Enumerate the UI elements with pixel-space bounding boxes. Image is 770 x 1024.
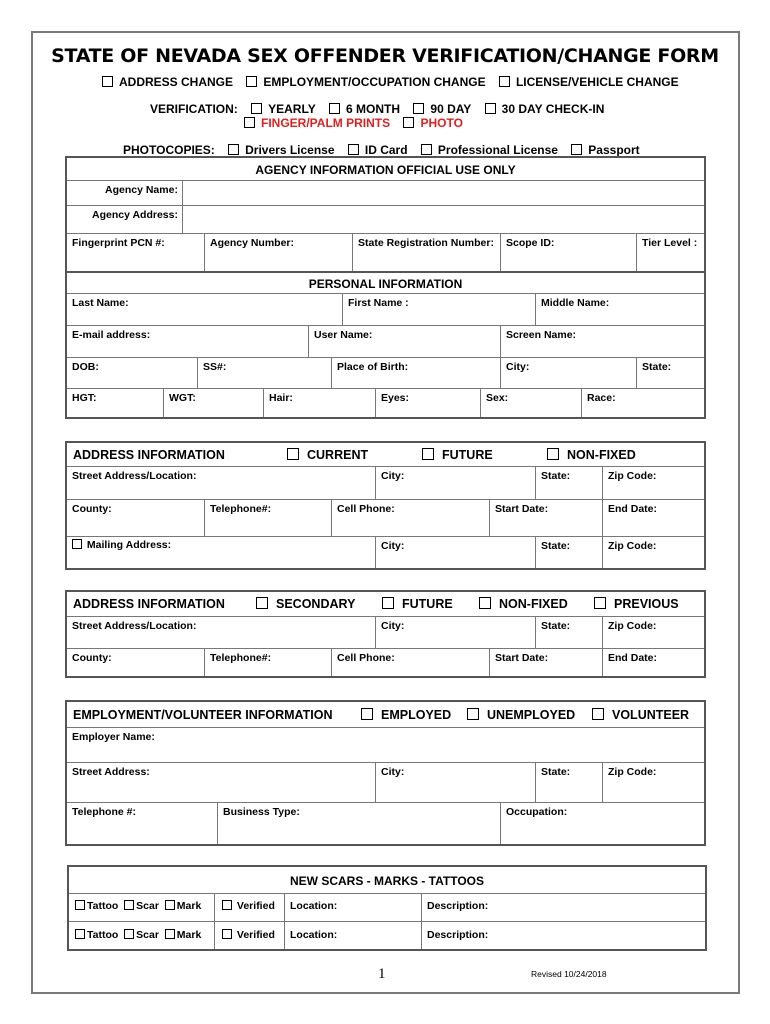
tattoo-label-2: Tattoo [87, 929, 119, 941]
verified-label-1: Verified [236, 900, 275, 912]
employer-state-label: State: [541, 766, 571, 778]
address1-street-row [67, 466, 704, 499]
yearly-label: YEARLY [268, 102, 316, 116]
first-name-field[interactable] [342, 294, 535, 325]
agency-number-label: Agency Number: [210, 237, 295, 249]
scope-id-label: Scope ID: [506, 237, 555, 249]
employer-street-label: Street Address: [72, 766, 150, 778]
description-label-1: Description: [427, 900, 489, 912]
tattoo-checkbox-1[interactable] [75, 900, 85, 910]
mailing-zip-label: Zip Code: [608, 540, 657, 552]
volunteer-checkbox[interactable] [592, 708, 604, 720]
revised-date: Revised 10/24/2018 [531, 969, 607, 979]
secondary-option[interactable] [256, 597, 355, 611]
description-field-1[interactable] [421, 894, 705, 921]
scars-row-1 [69, 893, 705, 921]
address2-zip-label: Zip Code: [608, 620, 657, 632]
dob-row [67, 357, 704, 388]
mailing-city-field[interactable] [375, 537, 535, 568]
place-of-birth-label: Place of Birth: [337, 361, 409, 373]
address1-cell-label: Cell Phone: [337, 503, 395, 515]
address-current-section [65, 441, 706, 570]
address1-zip-field[interactable] [602, 467, 704, 499]
location-field-1[interactable] [284, 894, 421, 921]
hair-field[interactable] [263, 389, 375, 417]
agency-address-label: Agency Address: [92, 209, 178, 221]
photocopies-row [123, 143, 640, 157]
six-month-checkbox[interactable] [329, 103, 340, 114]
address2-county-label: County: [72, 652, 112, 664]
employed-option[interactable] [361, 708, 451, 722]
name-row [67, 293, 704, 325]
non-fixed-checkbox[interactable] [547, 448, 559, 460]
race-label: Race: [587, 392, 616, 404]
email-label: E-mail address: [72, 329, 151, 341]
passport-checkbox[interactable] [571, 144, 582, 155]
employer-zip-label: Zip Code: [608, 766, 657, 778]
address2-zip-field[interactable] [602, 617, 704, 648]
address1-city-label: City: [381, 470, 405, 482]
future-label: FUTURE [442, 448, 493, 462]
personal-header: PERSONAL INFORMATION [308, 277, 463, 291]
agency-ids-row [67, 233, 704, 271]
employer-name-label: Employer Name: [72, 731, 155, 743]
address1-state-field[interactable] [535, 467, 602, 499]
scar-type-cell-1 [69, 894, 214, 921]
address2-end-label: End Date: [608, 652, 658, 664]
first-name-label: First Name : [348, 297, 409, 309]
birth-state-field[interactable] [636, 358, 704, 388]
non-fixed-label: NON-FIXED [567, 448, 636, 462]
address2-city-field[interactable] [375, 617, 535, 648]
fingerprint-pcn-field[interactable] [67, 234, 204, 271]
employment-header: EMPLOYMENT/VOLUNTEER INFORMATION [73, 708, 333, 722]
verified-cell-2 [214, 922, 284, 949]
address2-county-field[interactable] [67, 649, 204, 676]
drivers-license-label: Drivers License [245, 143, 335, 157]
mark-label-2: Mark [176, 929, 202, 941]
secondary-checkbox[interactable] [256, 597, 268, 609]
employer-name-field[interactable] [67, 728, 704, 762]
sex-field[interactable] [480, 389, 581, 417]
ninety-day-checkbox[interactable] [413, 103, 424, 114]
previous-option[interactable] [594, 597, 679, 611]
address2-county-row [67, 648, 704, 676]
future2-checkbox[interactable] [382, 597, 394, 609]
unemployed-option[interactable] [467, 708, 575, 722]
agency-header: AGENCY INFORMATION OFFICIAL USE ONLY [255, 163, 516, 177]
scars-header: NEW SCARS - MARKS - TATTOOS [290, 874, 484, 888]
address1-state-label: State: [541, 470, 571, 482]
thirty-day-checkbox[interactable] [485, 103, 496, 114]
address2-street-label: Street Address/Location: [72, 620, 197, 632]
hgt-label: HGT: [72, 392, 97, 404]
birth-state-label: State: [642, 361, 672, 373]
six-month-label: 6 MONTH [346, 102, 401, 116]
race-field[interactable] [581, 389, 704, 417]
mailing-state-field[interactable] [535, 537, 602, 568]
current-option[interactable] [287, 448, 368, 462]
address1-mailing-row [67, 536, 704, 568]
agency-name-field[interactable] [182, 181, 704, 205]
agency-address-row [67, 205, 704, 233]
address2-telephone-label: Telephone#: [210, 652, 272, 664]
fingerprint-pcn-label: Fingerprint PCN #: [72, 237, 165, 249]
address1-zip-label: Zip Code: [608, 470, 657, 482]
birth-city-field[interactable] [500, 358, 636, 388]
non-fixed2-option[interactable] [479, 597, 568, 611]
address-secondary-section [65, 590, 706, 678]
mark-checkbox-2[interactable] [165, 929, 175, 939]
employment-change-checkbox[interactable] [246, 76, 257, 87]
address1-telephone-label: Telephone#: [210, 503, 272, 515]
location-field-2[interactable] [284, 922, 421, 949]
description-field-2[interactable] [421, 922, 705, 949]
non-fixed2-label: NON-FIXED [499, 597, 568, 611]
email-row [67, 325, 704, 357]
address1-cell-field[interactable] [331, 500, 489, 536]
unemployed-checkbox[interactable] [467, 708, 479, 720]
professional-license-checkbox[interactable] [421, 144, 432, 155]
verification-row [150, 102, 604, 116]
business-type-field[interactable] [217, 803, 500, 844]
address2-state-field[interactable] [535, 617, 602, 648]
id-card-label: ID Card [364, 143, 408, 157]
previous-checkbox[interactable] [594, 597, 606, 609]
employer-details-row [67, 802, 704, 844]
verified-cell-1 [214, 894, 284, 921]
address-change-label: ADDRESS CHANGE [119, 75, 234, 89]
employer-zip-field[interactable] [602, 763, 704, 802]
photo-label: PHOTO [420, 116, 463, 130]
tier-level-label: Tier Level : [642, 237, 698, 249]
description-label-2: Description: [427, 929, 489, 941]
page-number: 1 [378, 966, 386, 982]
address1-street-field[interactable] [67, 467, 375, 499]
eyes-label: Eyes: [381, 392, 410, 404]
photocopies-label: PHOTOCOPIES: [123, 143, 215, 157]
user-name-field[interactable] [308, 326, 500, 357]
physical-row [67, 388, 704, 417]
mark-checkbox-1[interactable] [165, 900, 175, 910]
verified-checkbox-2[interactable] [222, 929, 232, 939]
mailing-zip-field[interactable] [602, 537, 704, 568]
last-name-label: Last Name: [72, 297, 129, 309]
agency-address-field[interactable] [182, 206, 704, 233]
mailing-state-label: State: [541, 540, 571, 552]
ss-label: SS#: [203, 361, 227, 373]
birth-city-label: City: [506, 361, 530, 373]
state-registration-label: State Registration Number: [358, 237, 494, 249]
mailing-address-checkbox[interactable] [72, 539, 82, 549]
future-checkbox[interactable] [422, 448, 434, 460]
id-card-checkbox[interactable] [348, 144, 359, 155]
address2-state-label: State: [541, 620, 571, 632]
change-options [102, 75, 679, 89]
agency-number-field[interactable] [204, 234, 352, 271]
address2-telephone-field[interactable] [204, 649, 331, 676]
non-fixed-option[interactable] [547, 448, 636, 462]
last-name-field[interactable] [67, 294, 342, 325]
scar-label-2: Scar [136, 929, 159, 941]
mailing-address-field[interactable] [67, 537, 375, 568]
future2-label: FUTURE [402, 597, 453, 611]
employer-state-field[interactable] [535, 763, 602, 802]
employment-section [65, 700, 706, 846]
address2-cell-field[interactable] [331, 649, 489, 676]
address1-header: ADDRESS INFORMATION [73, 448, 225, 462]
address1-county-field[interactable] [67, 500, 204, 536]
secondary-label: SECONDARY [276, 597, 356, 611]
place-of-birth-field[interactable] [331, 358, 500, 388]
verification-extra-row [244, 116, 463, 130]
verified-label-2: Verified [236, 929, 275, 941]
address-change-checkbox[interactable] [102, 76, 113, 87]
address1-county-label: County: [72, 503, 112, 515]
address2-street-field[interactable] [67, 617, 375, 648]
address1-end-field[interactable] [602, 500, 704, 536]
employer-city-field[interactable] [375, 763, 535, 802]
business-type-label: Business Type: [223, 806, 300, 818]
middle-name-label: Middle Name: [541, 297, 610, 309]
non-fixed2-checkbox[interactable] [479, 597, 491, 609]
previous-label: PREVIOUS [614, 597, 679, 611]
occupation-label: Occupation: [506, 806, 568, 818]
address1-street-label: Street Address/Location: [72, 470, 197, 482]
address1-county-row [67, 499, 704, 536]
state-registration-field[interactable] [352, 234, 500, 271]
hair-label: Hair: [269, 392, 293, 404]
agency-name-row [67, 180, 704, 205]
employer-address-row [67, 762, 704, 802]
address2-header: ADDRESS INFORMATION [73, 597, 225, 611]
license-change-label: LICENSE/VEHICLE CHANGE [515, 75, 679, 89]
scars-section [67, 865, 707, 951]
scar-checkbox-2[interactable] [124, 929, 134, 939]
ss-field[interactable] [197, 358, 331, 388]
personal-header-row [67, 271, 704, 293]
future-option[interactable] [422, 448, 493, 462]
current-checkbox[interactable] [287, 448, 299, 460]
photo-checkbox[interactable] [403, 117, 414, 128]
occupation-field[interactable] [500, 803, 704, 844]
scar-checkbox-1[interactable] [124, 900, 134, 910]
user-name-label: User Name: [314, 329, 373, 341]
address2-city-label: City: [381, 620, 405, 632]
scars-row-2 [69, 921, 705, 949]
address1-city-field[interactable] [375, 467, 535, 499]
mailing-address-label: Mailing Address: [86, 539, 172, 551]
middle-name-field[interactable] [535, 294, 704, 325]
volunteer-label: VOLUNTEER [612, 708, 690, 722]
wgt-label: WGT: [169, 392, 196, 404]
address1-telephone-field[interactable] [204, 500, 331, 536]
unemployed-label: UNEMPLOYED [487, 708, 576, 722]
verification-label: VERIFICATION: [150, 102, 238, 116]
employer-street-field[interactable] [67, 763, 375, 802]
current-label: CURRENT [307, 448, 369, 462]
employed-label: EMPLOYED [381, 708, 452, 722]
mark-label-1: Mark [176, 900, 202, 912]
address1-start-field[interactable] [489, 500, 602, 536]
passport-label: Passport [588, 143, 640, 157]
finger-palm-label: FINGER/PALM PRINTS [261, 116, 391, 130]
address2-start-field[interactable] [489, 649, 602, 676]
employer-telephone-field[interactable] [67, 803, 217, 844]
verified-checkbox-1[interactable] [222, 900, 232, 910]
tattoo-label-1: Tattoo [87, 900, 119, 912]
tattoo-checkbox-2[interactable] [75, 929, 85, 939]
screen-name-label: Screen Name: [506, 329, 577, 341]
drivers-license-checkbox[interactable] [228, 144, 239, 155]
address2-street-row [67, 616, 704, 648]
screen-name-field[interactable] [500, 326, 704, 357]
ninety-day-label: 90 DAY [430, 102, 472, 116]
address1-start-label: Start Date: [495, 503, 549, 515]
location-label-2: Location: [290, 929, 338, 941]
future2-option[interactable] [382, 597, 453, 611]
mailing-city-label: City: [381, 540, 405, 552]
address1-end-label: End Date: [608, 503, 658, 515]
yearly-checkbox[interactable] [251, 103, 262, 114]
address2-cell-label: Cell Phone: [337, 652, 395, 664]
agency-name-label: Agency Name: [105, 184, 178, 196]
address2-start-label: Start Date: [495, 652, 549, 664]
volunteer-option[interactable] [592, 708, 689, 722]
employer-row [67, 727, 704, 762]
finger-palm-checkbox[interactable] [244, 117, 255, 128]
professional-license-label: Professional License [437, 143, 558, 157]
employer-city-label: City: [381, 766, 405, 778]
scar-type-cell-2 [69, 922, 214, 949]
scar-label-1: Scar [136, 900, 159, 912]
license-change-checkbox[interactable] [499, 76, 510, 87]
email-field[interactable] [67, 326, 308, 357]
thirty-day-label: 30 DAY CHECK-IN [501, 102, 605, 116]
hgt-field[interactable] [67, 389, 163, 417]
eyes-field[interactable] [375, 389, 480, 417]
employer-telephone-label: Telephone #: [72, 806, 136, 818]
employed-checkbox[interactable] [361, 708, 373, 720]
employment-change-label: EMPLOYMENT/OCCUPATION CHANGE [263, 75, 486, 89]
location-label-1: Location: [290, 900, 338, 912]
dob-field[interactable] [67, 358, 197, 388]
dob-label: DOB: [72, 361, 99, 373]
agency-personal-section [65, 156, 706, 419]
wgt-field[interactable] [163, 389, 263, 417]
address2-end-field[interactable] [602, 649, 704, 676]
scope-id-field[interactable] [500, 234, 636, 271]
tier-level-field[interactable] [636, 234, 704, 271]
form-title: STATE OF NEVADA SEX OFFENDER VERIFICATION/CHANGE FORM [51, 45, 719, 67]
sex-label: Sex: [486, 392, 509, 404]
